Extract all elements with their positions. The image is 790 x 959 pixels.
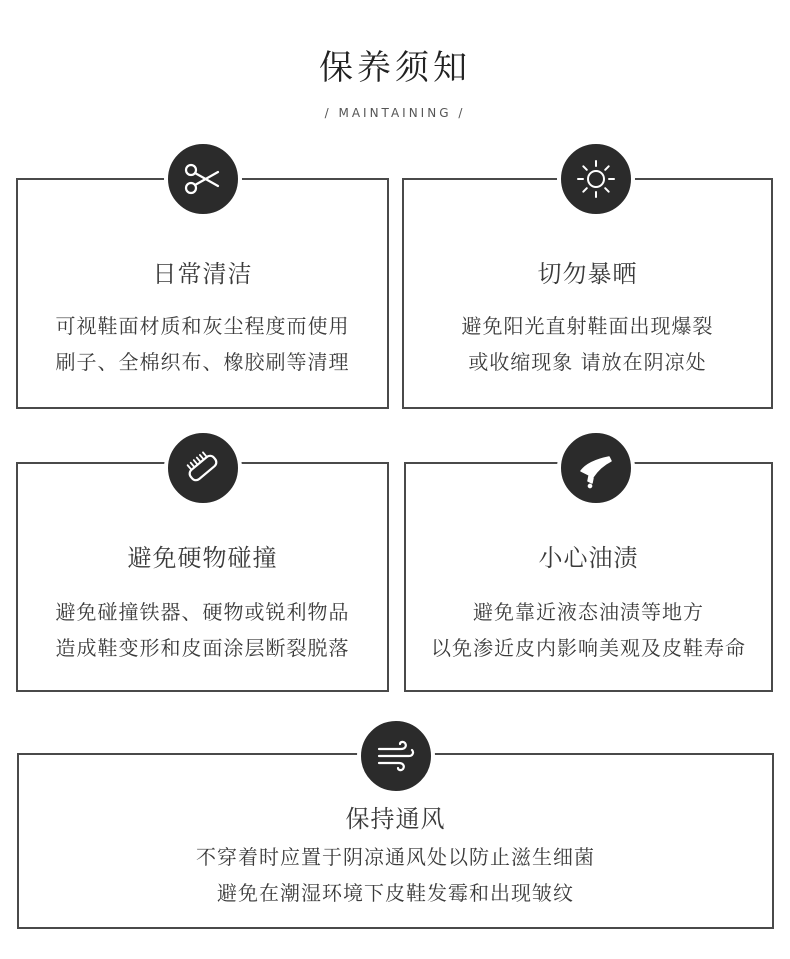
card-description <box>18 594 387 666</box>
card-line: 刷子、全棉织布、橡胶刷等清理 <box>55 350 350 374</box>
page-title: 保养须知 <box>319 48 471 88</box>
card-description <box>406 594 771 666</box>
card-line: 不穿着时应置于阴凉通风处以防止滋生细菌 <box>196 845 595 869</box>
card-description <box>19 839 772 911</box>
card-line: 避免在潮湿环境下皮鞋发霉和出现皱纹 <box>217 881 574 905</box>
card-title: 避免硬物碰撞 <box>127 544 278 572</box>
card-description <box>18 308 387 380</box>
card-line: 以免渗近皮内影响美观及皮鞋寿命 <box>431 636 746 660</box>
scissors-icon <box>164 140 242 218</box>
sun-icon <box>557 140 635 218</box>
card-line: 造成鞋变形和皮面涂层断裂脱落 <box>55 636 350 660</box>
card-line: 可视鞋面材质和灰尘程度而使用 <box>55 314 350 338</box>
oil-lamp-icon <box>557 429 635 507</box>
page-subtitle: / MAINTAINING / <box>324 106 466 120</box>
card-line: 避免阳光直射鞋面出现爆裂 <box>461 314 714 338</box>
card-title: 保持通风 <box>345 805 446 833</box>
card-line: 避免碰撞铁器、硬物或锐利物品 <box>55 600 350 624</box>
card-description <box>404 308 771 380</box>
brush-icon <box>164 429 242 507</box>
card-line: 或收缩现象 请放在阴凉处 <box>468 350 707 374</box>
card-title: 日常清洁 <box>152 260 253 288</box>
wind-icon <box>357 717 435 795</box>
card-title: 小心油渍 <box>538 544 639 572</box>
card-line: 避免靠近液态油渍等地方 <box>473 600 704 624</box>
card-title: 切勿暴晒 <box>537 260 638 288</box>
